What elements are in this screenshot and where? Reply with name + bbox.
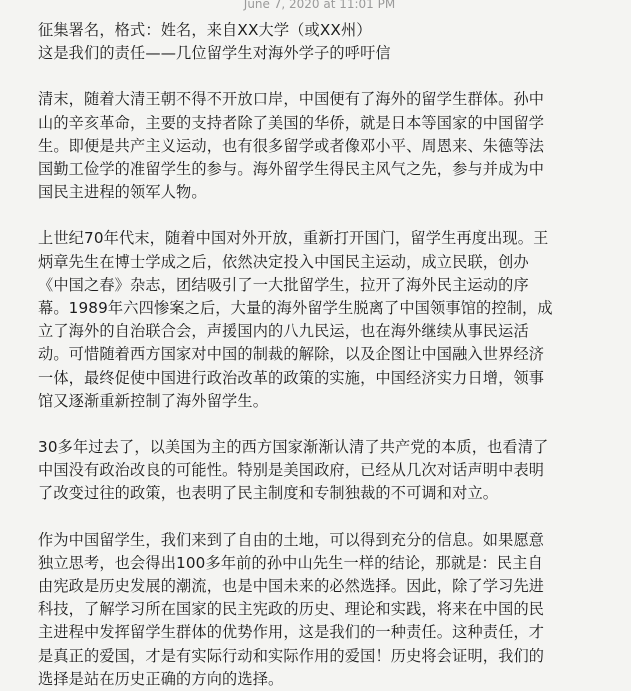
paragraph-1 xyxy=(38,88,601,204)
intro-block xyxy=(38,19,601,65)
text-line: 国勤工俭学的准留学生的参与。海外留学生得民主风气之先，参与并成为中 xyxy=(38,160,545,179)
text-line: 是真正的爱国，才是有实际行动和实际作用的爱国！历史将会证明，我们的 xyxy=(38,646,545,665)
text-line: 馆又逐渐重新控制了海外留学生。 xyxy=(38,391,269,410)
text-line: 动。可惜随着西方国家对中国的制裁的解除，以及企图让中国融入世界经济 xyxy=(38,345,545,364)
intro-line: 征集署名，格式：姓名，来自XX大学（或XX州） xyxy=(38,21,372,39)
text-line: 了改变过往的政策，也表明了民主制度和专制独裁的不可调和对立。 xyxy=(38,484,499,503)
text-line: 独立思考，也会得出100多年前的孙中山先生一样的结论，那就是：民主自 xyxy=(38,553,543,572)
text-line: 《中国之春》杂志，团结吸引了一大批留学生，拉开了海外民主运动的序 xyxy=(38,275,529,294)
text-line: 幕。1989年六四惨案之后，大量的海外留学生脱离了中国领事馆的控制，成 xyxy=(38,299,553,318)
text-line: 科技，了解学习所在国家的民主宪政的历史、理论和实践，将来在中国的民 xyxy=(38,600,545,619)
paragraph-4 xyxy=(38,529,601,691)
note-timestamp: June 7, 2020 at 11:01 PM xyxy=(243,0,396,11)
text-line: 炳章先生在博士学成之后，依然决定投入中国民主运动，成立民联，创办 xyxy=(38,252,529,271)
text-line: 作为中国留学生，我们来到了自由的土地，可以得到充分的信息。如果愿意 xyxy=(38,530,545,549)
text-line: 由宪政是历史发展的潮流，也是中国未来的必然选择。因此，除了学习先进 xyxy=(38,577,545,596)
text-line: 上世纪70年代末，随着中国对外开放，重新打开国门，留学生再度出现。王 xyxy=(38,229,549,248)
text-line: 选择是站在历史正确的方向的选择。 xyxy=(38,669,284,688)
text-line: 国民主进程的领军人物。 xyxy=(38,183,207,202)
text-line: 立了海外的自治联合会，声援国内的八九民运，也在海外继续从事民运活 xyxy=(38,322,529,341)
text-line: 山的辛亥革命，主要的支持者除了美国的华侨，就是日本等国家的中国留学 xyxy=(38,113,545,132)
text-line: 生。即便是共产主义运动，也有很多留学或者像邓小平、周恩来、朱德等法 xyxy=(38,136,545,155)
paragraph-2 xyxy=(38,227,601,413)
text-line: 清末，随着大清王朝不得不开放口岸，中国便有了海外的留学生群体。孙中 xyxy=(38,90,545,109)
text-line: 中国没有政治改良的可能性。特别是美国政府，已经从几次对话声明中表明 xyxy=(38,461,545,480)
text-line: 主进程中发挥留学生群体的优势作用，这是我们的一种责任。这种责任，才 xyxy=(38,623,545,642)
text-line: 30多年过去了，以美国为主的西方国家渐渐认清了共产党的本质，也看清了 xyxy=(38,438,549,457)
intro-line: 这是我们的责任——几位留学生对海外学子的呼吁信 xyxy=(38,44,391,63)
text-line: 一体，最终促使中国进行政治改革的政策的实施，中国经济实力日增，领事 xyxy=(38,368,545,387)
paragraph-3 xyxy=(38,436,601,506)
